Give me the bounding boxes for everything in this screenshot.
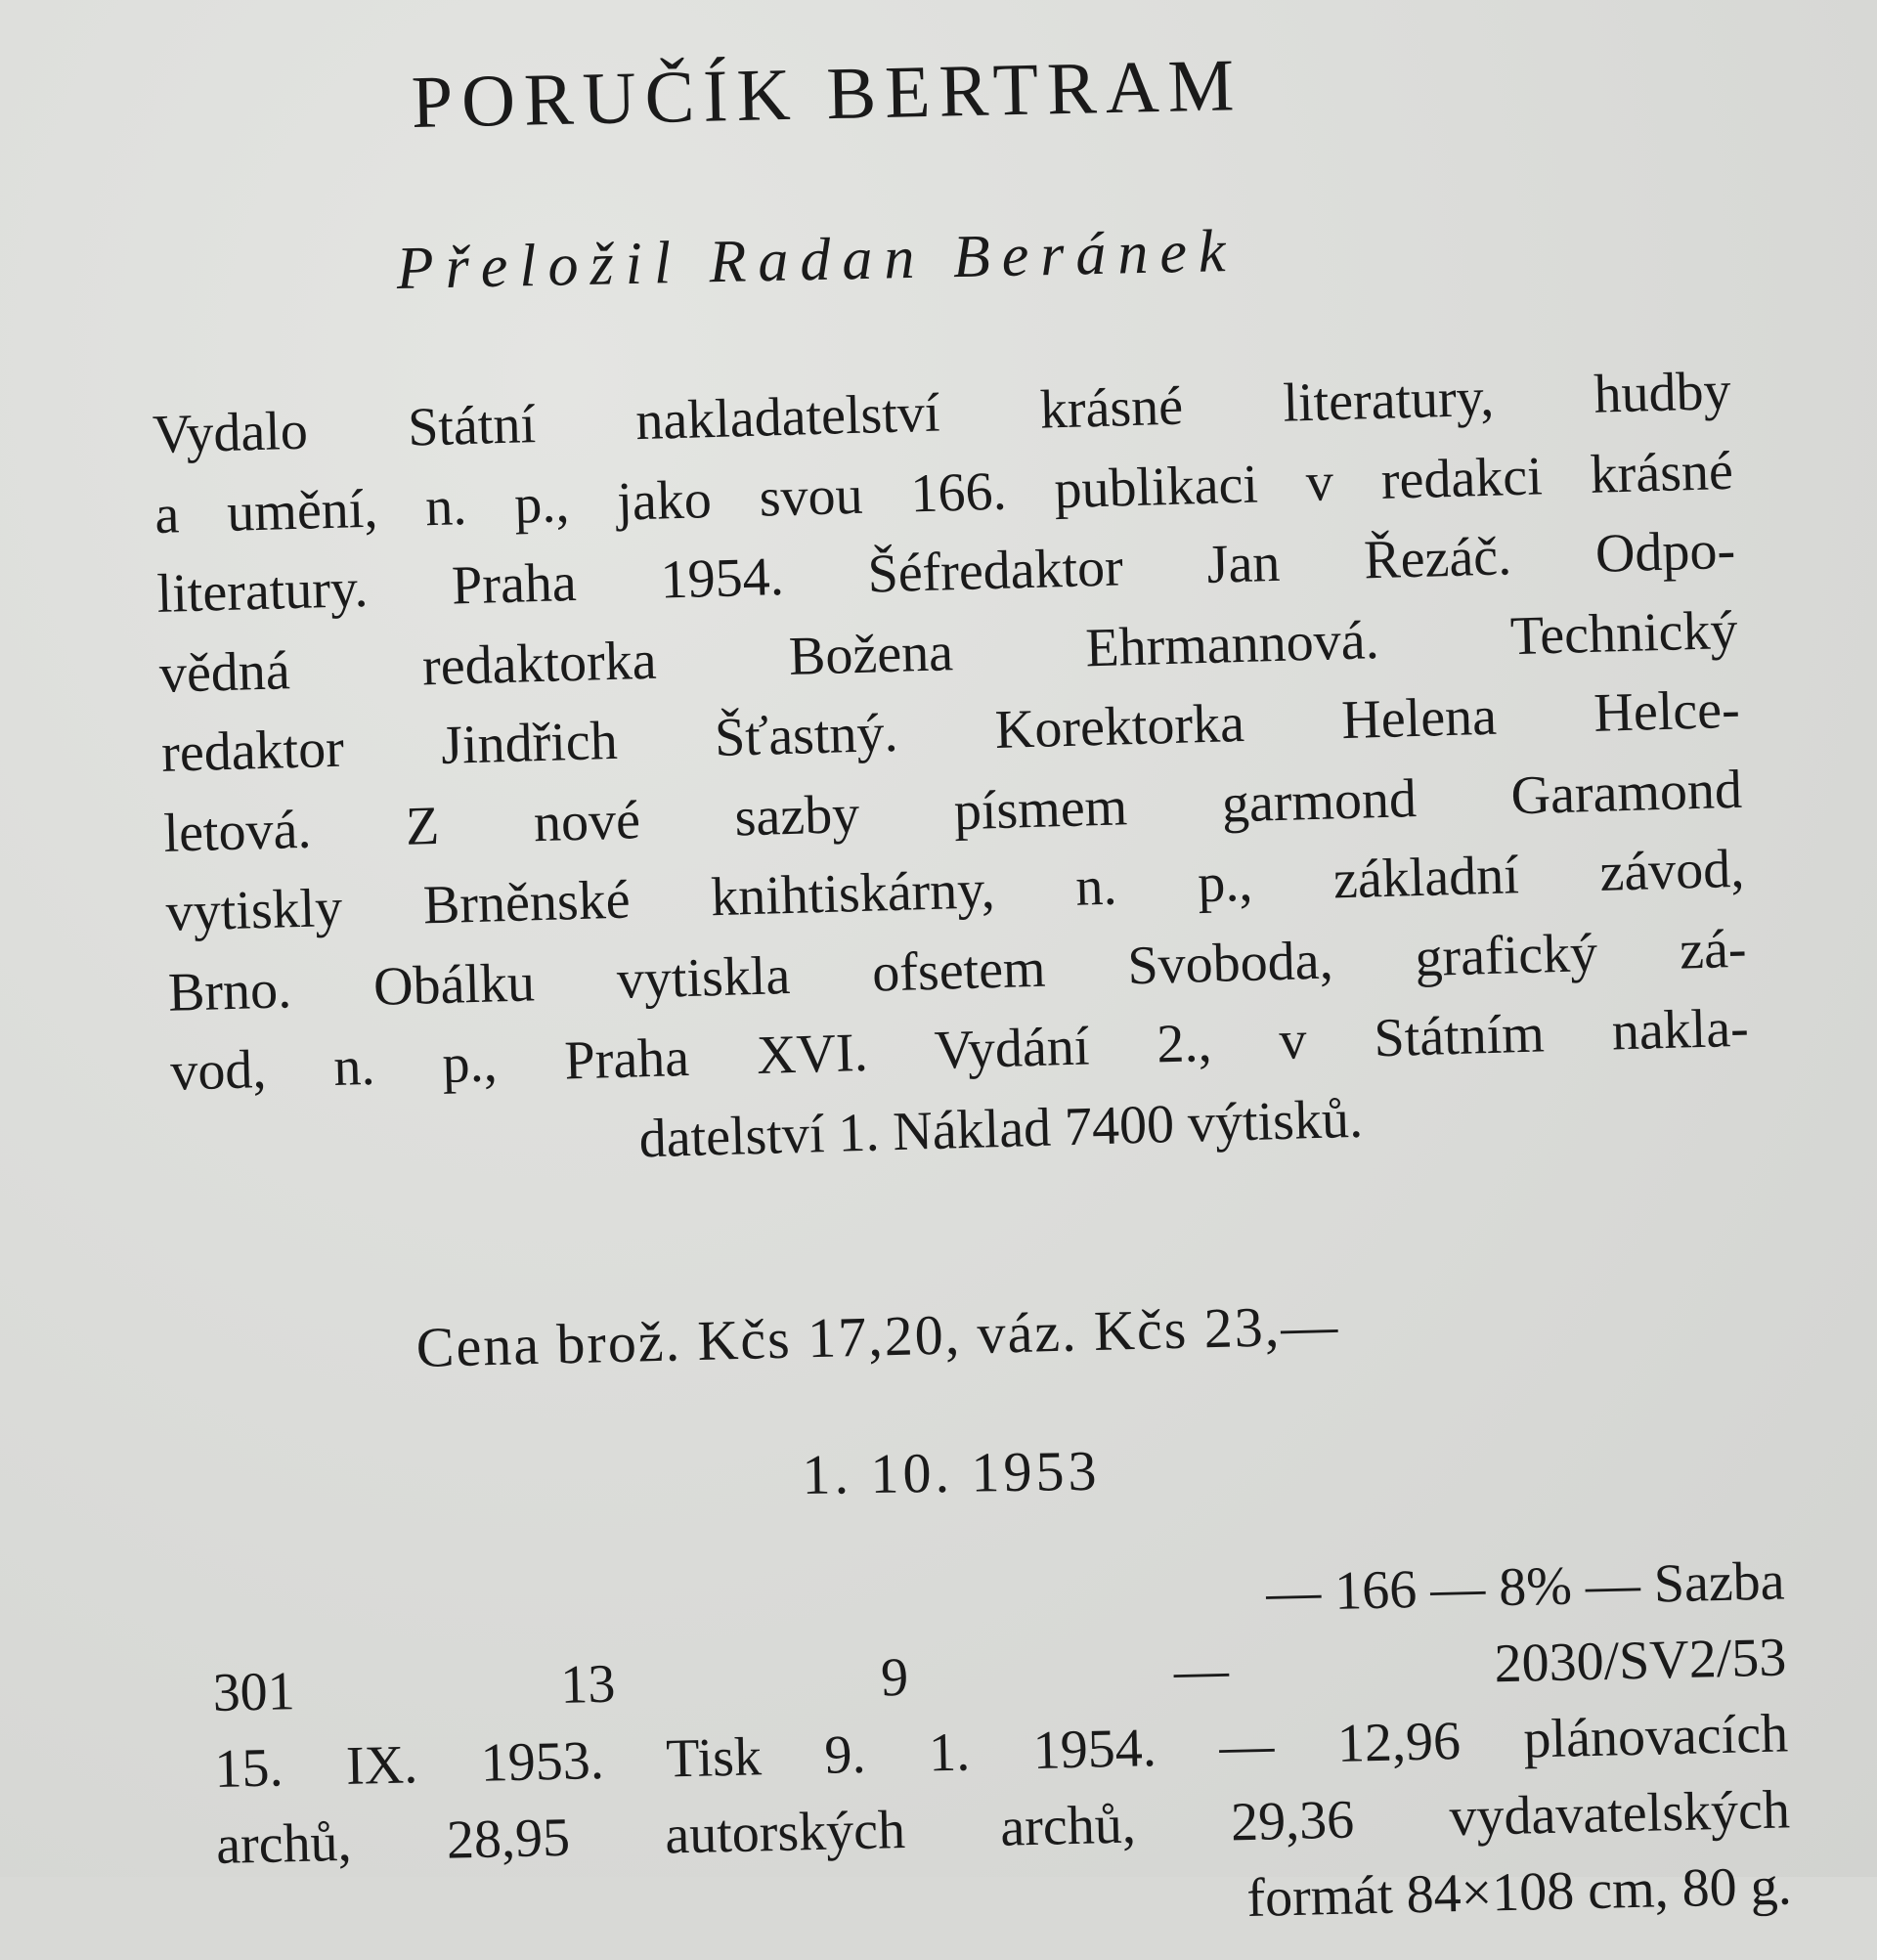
print-info-line: 15. IX. 1953. Tisk 9. 1. 1954. — 12,96 plánovacích xyxy=(213,1703,1789,1800)
imprint-line: literatury. Praha 1954. Šéfredaktor Jan Řezáč. Odpo- xyxy=(155,519,1736,625)
print-info-line: 301 13 9 — 2030/SV2/53 xyxy=(211,1627,1787,1723)
print-info-line: — 166 — 8% — Sazba xyxy=(1265,1550,1786,1624)
date-line: 1. 10. 1953 xyxy=(802,1438,1101,1506)
print-info-line: archů, 28,95 autorských archů, 29,36 vydavatelských xyxy=(215,1779,1791,1876)
imprint-line: vod, n. p., Praha XVI. Vydání 2., v Státním nakla- xyxy=(169,997,1750,1103)
imprint-line: vytiskly Brněnské knihtiskárny, n. p., základní závod, xyxy=(164,838,1746,943)
translator-credit: Přeložil Radan Beránek xyxy=(396,217,1239,302)
print-info-paragraph xyxy=(210,1543,1792,1959)
imprint-line: redaktor Jindřich Šťastný. Korektorka Helena Helce- xyxy=(160,678,1741,784)
imprint-line: Vydalo Státní nakladatelství krásné literatury, hudby xyxy=(152,360,1732,465)
imprint-line: datelství 1. Náklad 7400 výtisků. xyxy=(637,1088,1364,1169)
imprint-line: a umění, n. p., jako svou 166. publikaci v redakci krásné xyxy=(153,440,1734,545)
imprint-line: Brno. Obálku vytiskla ofsetem Svoboda, grafický zá- xyxy=(167,918,1748,1024)
imprint-line: vědná redaktorka Božena Ehrmannová. Technický xyxy=(158,599,1739,705)
print-info-line: formát 84×108 cm, 80 g. xyxy=(1245,1855,1793,1930)
imprint-line: letová. Z nové sazby písmem garmond Garamond xyxy=(162,759,1743,864)
book-title: PORUČÍK BERTRAM xyxy=(411,44,1244,144)
imprint-paragraph xyxy=(152,352,1752,1193)
price-line: Cena brož. Kčs 17,20, váz. Kčs 23,— xyxy=(415,1292,1340,1379)
